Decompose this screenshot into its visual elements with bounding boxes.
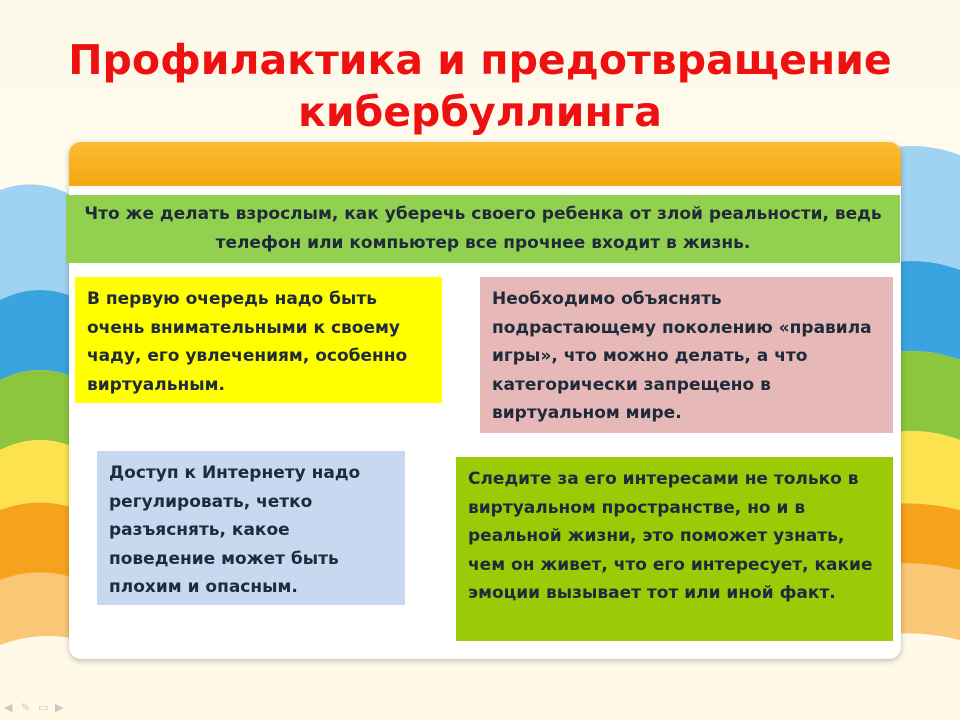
arrow-left-icon[interactable]: ◀ xyxy=(4,701,13,714)
arrow-right-icon[interactable]: ▶ xyxy=(55,701,64,714)
menu-icon[interactable]: ▭ xyxy=(38,701,49,714)
tip-box-internet-access: Доступ к Интернету надо регулировать, четко разъяснять, какое поведение может быть плохим и опасным. xyxy=(97,451,405,605)
banner-question: Что же делать взрослым, как уберечь своего ребенка от злой реальности, ведь телефон или компьютер все прочнее входит в жизнь. xyxy=(66,195,900,263)
slide-title: Профилактика и предотвращение кибербуллинга xyxy=(68,36,892,136)
tip-box-attention: В первую очередь надо быть очень внимательными к своему чаду, его увлечениям, особенно виртуальным. xyxy=(75,277,442,403)
pen-icon[interactable]: ✎ xyxy=(21,701,31,714)
tip-box-interests: Следите за его интересами не только в виртуальном пространстве, но и в реальной жизни, это поможет узнать, чем он живет, что его интересует, какие эмоции вызывает тот или иной факт. xyxy=(456,457,893,641)
slideshow-controls xyxy=(4,702,69,714)
tip-box-rules: Необходимо объяснять подрастающему поколению «правила игры», что можно делать, а что категорически запрещено в виртуальном мире. xyxy=(480,277,893,433)
panel-header-bar xyxy=(69,142,901,186)
